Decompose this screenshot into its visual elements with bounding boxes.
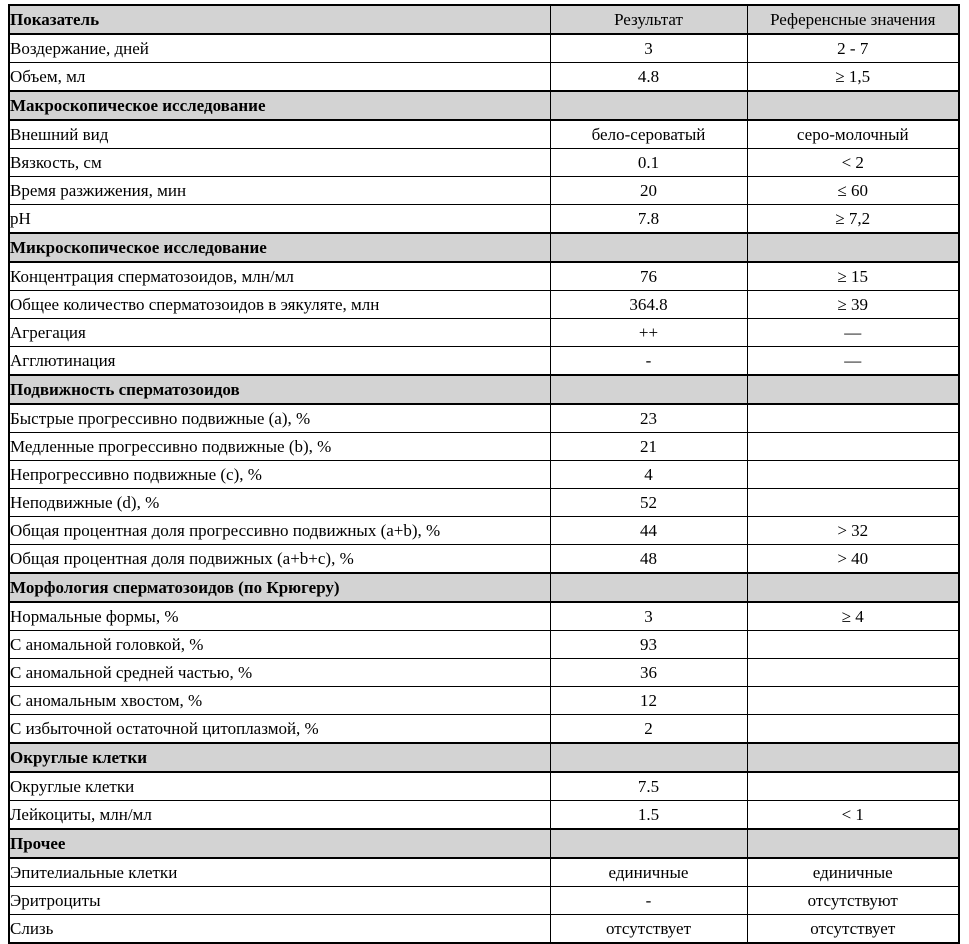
parameter-name: pH: [9, 205, 550, 234]
table-row: [9, 715, 959, 744]
table-row: [9, 602, 959, 631]
section-empty-result-cell: [550, 573, 747, 602]
result-value: 52: [550, 489, 747, 517]
result-value: 76: [550, 262, 747, 291]
parameter-name: Агглютинация: [9, 347, 550, 376]
parameter-name: С аномальной средней частью, %: [9, 659, 550, 687]
section-title: Прочее: [9, 829, 550, 858]
table-row: [9, 858, 959, 887]
table-row: [9, 915, 959, 944]
reference-value: —: [747, 319, 959, 347]
reference-value: серо-молочный: [747, 120, 959, 149]
result-value: 3: [550, 34, 747, 63]
lab-results-table: [8, 4, 960, 944]
reference-value: > 32: [747, 517, 959, 545]
reference-value: ≥ 15: [747, 262, 959, 291]
table-row: [9, 659, 959, 687]
section-empty-reference-cell: [747, 91, 959, 120]
section-empty-reference-cell: [747, 375, 959, 404]
parameter-name: Воздержание, дней: [9, 34, 550, 63]
result-value: бело-сероватый: [550, 120, 747, 149]
reference-value: ≥ 1,5: [747, 63, 959, 92]
result-value: 23: [550, 404, 747, 433]
reference-value: ≥ 39: [747, 291, 959, 319]
reference-value: единичные: [747, 858, 959, 887]
reference-value: [747, 489, 959, 517]
parameter-name: Внешний вид: [9, 120, 550, 149]
parameter-name: Непрогрессивно подвижные (c), %: [9, 461, 550, 489]
table-row: [9, 545, 959, 574]
parameter-name: Вязкость, см: [9, 149, 550, 177]
section-title: Микроскопическое исследование: [9, 233, 550, 262]
result-value: единичные: [550, 858, 747, 887]
result-value: 7.5: [550, 772, 747, 801]
table-row: [9, 319, 959, 347]
section-empty-result-cell: [550, 375, 747, 404]
section-title: Округлые клетки: [9, 743, 550, 772]
result-value: 4: [550, 461, 747, 489]
result-value: 93: [550, 631, 747, 659]
section-row: [9, 375, 959, 404]
parameter-name: Концентрация сперматозоидов, млн/мл: [9, 262, 550, 291]
table-row: [9, 262, 959, 291]
parameter-name: Объем, мл: [9, 63, 550, 92]
column-header-reference: Референсные значения: [747, 5, 959, 34]
result-value: 7.8: [550, 205, 747, 234]
column-header-parameter: Показатель: [9, 5, 550, 34]
parameter-name: Неподвижные (d), %: [9, 489, 550, 517]
result-value: 44: [550, 517, 747, 545]
parameter-name: Медленные прогрессивно подвижные (b), %: [9, 433, 550, 461]
section-title: Макроскопическое исследование: [9, 91, 550, 120]
reference-value: —: [747, 347, 959, 376]
table-row: [9, 120, 959, 149]
parameter-name: Время разжижения, мин: [9, 177, 550, 205]
reference-value: [747, 687, 959, 715]
result-value: 0.1: [550, 149, 747, 177]
parameter-name: С избыточной остаточной цитоплазмой, %: [9, 715, 550, 744]
table-row: [9, 291, 959, 319]
table-row: [9, 149, 959, 177]
section-row: [9, 233, 959, 262]
reference-value: отсутствует: [747, 915, 959, 944]
parameter-name: Общая процентная доля прогрессивно подвижных (a+b), %: [9, 517, 550, 545]
parameter-name: Эритроциты: [9, 887, 550, 915]
reference-value: отсутствуют: [747, 887, 959, 915]
section-empty-reference-cell: [747, 573, 959, 602]
table-row: [9, 772, 959, 801]
section-empty-reference-cell: [747, 829, 959, 858]
reference-value: > 40: [747, 545, 959, 574]
table-row: [9, 801, 959, 830]
section-row: [9, 91, 959, 120]
result-value: ++: [550, 319, 747, 347]
section-row: [9, 573, 959, 602]
reference-value: [747, 772, 959, 801]
table-row: [9, 34, 959, 63]
table-header-row: [9, 5, 959, 34]
section-row: [9, 829, 959, 858]
parameter-name: Быстрые прогрессивно подвижные (a), %: [9, 404, 550, 433]
table-row: [9, 517, 959, 545]
reference-value: < 1: [747, 801, 959, 830]
parameter-name: С аномальной головкой, %: [9, 631, 550, 659]
parameter-name: Округлые клетки: [9, 772, 550, 801]
result-value: 4.8: [550, 63, 747, 92]
section-empty-reference-cell: [747, 233, 959, 262]
result-value: 1.5: [550, 801, 747, 830]
result-value: отсутствует: [550, 915, 747, 944]
reference-value: [747, 461, 959, 489]
table-row: [9, 205, 959, 234]
result-value: 21: [550, 433, 747, 461]
parameter-name: С аномальным хвостом, %: [9, 687, 550, 715]
table-row: [9, 177, 959, 205]
result-value: 48: [550, 545, 747, 574]
section-title: Подвижность сперматозоидов: [9, 375, 550, 404]
table-row: [9, 631, 959, 659]
section-empty-reference-cell: [747, 743, 959, 772]
reference-value: [747, 404, 959, 433]
section-empty-result-cell: [550, 829, 747, 858]
reference-value: 2 - 7: [747, 34, 959, 63]
table-row: [9, 347, 959, 376]
section-empty-result-cell: [550, 743, 747, 772]
section-empty-result-cell: [550, 233, 747, 262]
reference-value: ≤ 60: [747, 177, 959, 205]
reference-value: < 2: [747, 149, 959, 177]
section-row: [9, 743, 959, 772]
result-value: 364.8: [550, 291, 747, 319]
column-header-result: Результат: [550, 5, 747, 34]
reference-value: [747, 631, 959, 659]
section-title: Морфология сперматозоидов (по Крюгеру): [9, 573, 550, 602]
result-value: 20: [550, 177, 747, 205]
table-row: [9, 433, 959, 461]
report-table-body: [9, 5, 959, 943]
result-value: -: [550, 347, 747, 376]
parameter-name: Эпителиальные клетки: [9, 858, 550, 887]
reference-value: ≥ 7,2: [747, 205, 959, 234]
parameter-name: Общая процентная доля подвижных (a+b+c), %: [9, 545, 550, 574]
reference-value: ≥ 4: [747, 602, 959, 631]
parameter-name: Слизь: [9, 915, 550, 944]
section-empty-result-cell: [550, 91, 747, 120]
table-row: [9, 404, 959, 433]
table-row: [9, 63, 959, 92]
parameter-name: Агрегация: [9, 319, 550, 347]
table-row: [9, 887, 959, 915]
result-value: 12: [550, 687, 747, 715]
table-row: [9, 687, 959, 715]
reference-value: [747, 715, 959, 744]
table-row: [9, 489, 959, 517]
result-value: 2: [550, 715, 747, 744]
table-row: [9, 461, 959, 489]
reference-value: [747, 433, 959, 461]
result-value: 36: [550, 659, 747, 687]
parameter-name: Лейкоциты, млн/мл: [9, 801, 550, 830]
reference-value: [747, 659, 959, 687]
parameter-name: Нормальные формы, %: [9, 602, 550, 631]
parameter-name: Общее количество сперматозоидов в эякуляте, млн: [9, 291, 550, 319]
result-value: 3: [550, 602, 747, 631]
result-value: -: [550, 887, 747, 915]
